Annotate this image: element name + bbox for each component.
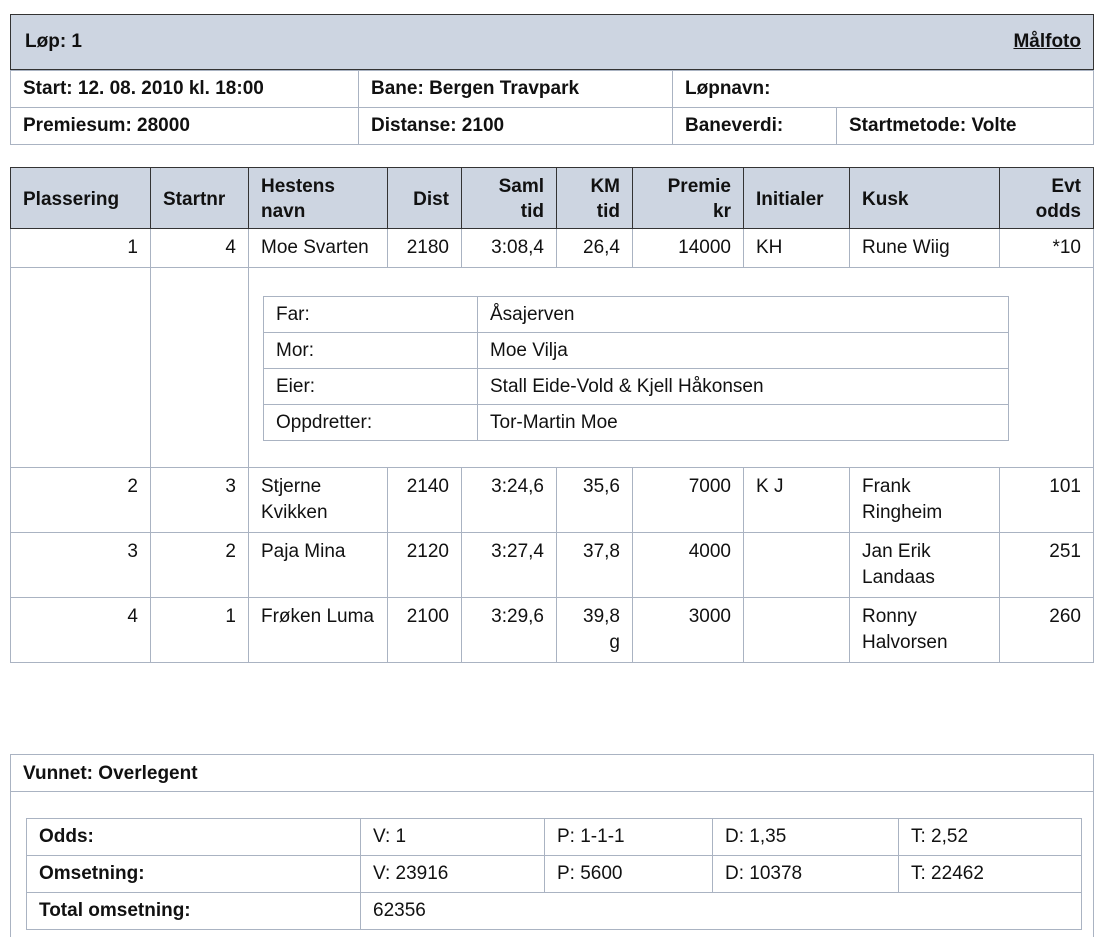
col-header-total-time: Saml tid (462, 168, 557, 229)
initials (744, 598, 850, 663)
odds: 251 (1000, 533, 1094, 598)
initials: KH (744, 229, 850, 268)
col-header-dist: Dist (388, 168, 462, 229)
col-header-odds: Evt odds (1000, 168, 1094, 229)
track-value: Baneverdi: (673, 108, 837, 145)
horse-name: Moe Svarten (249, 229, 388, 268)
pedigree-label: Far: (264, 297, 478, 333)
odds-v: V: 1 (361, 819, 545, 856)
col-header-km-time: KM tid (557, 168, 633, 229)
odds-label: Odds: (27, 819, 361, 856)
odds-table (26, 818, 1082, 930)
place: 1 (11, 229, 151, 268)
turnover-p: P: 5600 (545, 856, 713, 893)
odds-row (27, 819, 1082, 856)
win-margin-box (10, 754, 1094, 792)
start-time: Start: 12. 08. 2010 kl. 18:00 (11, 71, 359, 108)
total-time: 3:24,6 (462, 468, 557, 533)
pedigree-row (11, 268, 1094, 468)
initials (744, 533, 850, 598)
horse-name: Frøken Luma (249, 598, 388, 663)
pedigree-row-sire (264, 297, 1009, 333)
place: 3 (11, 533, 151, 598)
odds: *10 (1000, 229, 1094, 268)
driver: Jan Erik Landaas (850, 533, 1000, 598)
prize: 4000 (633, 533, 744, 598)
turnover-t: T: 22462 (899, 856, 1082, 893)
total-time: 3:08,4 (462, 229, 557, 268)
results-table (10, 167, 1094, 663)
place: 2 (11, 468, 151, 533)
driver: Ronny Halvorsen (850, 598, 1000, 663)
horse-name: Stjerne Kvikken (249, 468, 388, 533)
turnover-d: D: 10378 (713, 856, 899, 893)
pedigree-table (263, 296, 1009, 441)
photo-finish-link[interactable]: Målfoto (1013, 31, 1081, 52)
total-turnover-row (27, 893, 1082, 930)
distance-cell: 2100 (388, 598, 462, 663)
table-row (11, 229, 1094, 268)
distance-cell: 2120 (388, 533, 462, 598)
horse-name: Paja Mina (249, 533, 388, 598)
win-margin: Vunnet: Overlegent (23, 763, 198, 784)
turnover-v: V: 23916 (361, 856, 545, 893)
place: 4 (11, 598, 151, 663)
col-header-horse: Hestens navn (249, 168, 388, 229)
distance-cell: 2140 (388, 468, 462, 533)
start-number: 2 (151, 533, 249, 598)
driver: Rune Wiig (850, 229, 1000, 268)
turnover-row (27, 856, 1082, 893)
pedigree-row-owner (264, 369, 1009, 405)
pedigree-label: Oppdretter: (264, 405, 478, 441)
turnover-label: Omsetning: (27, 856, 361, 893)
prize-sum: Premiesum: 28000 (11, 108, 359, 145)
start-number: 4 (151, 229, 249, 268)
race-header (10, 14, 1094, 70)
table-row (11, 533, 1094, 598)
odds-p: P: 1-1-1 (545, 819, 713, 856)
odds: 101 (1000, 468, 1094, 533)
race-name: Løpnavn: (673, 71, 1094, 108)
race-label: Løp: 1 (25, 31, 82, 52)
pedigree-value: Åsajerven (478, 297, 1009, 333)
race-info-table (10, 70, 1094, 145)
pedigree-row-breeder (264, 405, 1009, 441)
pedigree-value: Stall Eide-Vold & Kjell Håkonsen (478, 369, 1009, 405)
col-header-prize: Premie kr (633, 168, 744, 229)
prize: 7000 (633, 468, 744, 533)
track-name: Bane: Bergen Travpark (359, 71, 673, 108)
pedigree-cell (249, 268, 1094, 468)
total-turnover-value: 62356 (361, 893, 1082, 930)
km-time: 26,4 (557, 229, 633, 268)
km-time: 37,8 (557, 533, 633, 598)
start-number: 1 (151, 598, 249, 663)
empty-cell (11, 268, 151, 468)
odds-t: T: 2,52 (899, 819, 1082, 856)
pedigree-row-dam (264, 333, 1009, 369)
odds-d: D: 1,35 (713, 819, 899, 856)
pedigree-value: Tor-Martin Moe (478, 405, 1009, 441)
start-number: 3 (151, 468, 249, 533)
col-header-initials: Initialer (744, 168, 850, 229)
table-row (11, 598, 1094, 663)
table-row (11, 468, 1094, 533)
distance: Distanse: 2100 (359, 108, 673, 145)
prize: 3000 (633, 598, 744, 663)
total-time: 3:29,6 (462, 598, 557, 663)
pedigree-label: Eier: (264, 369, 478, 405)
col-header-startnr: Startnr (151, 168, 249, 229)
odds: 260 (1000, 598, 1094, 663)
initials: K J (744, 468, 850, 533)
pedigree-value: Moe Vilja (478, 333, 1009, 369)
results-header-row (11, 168, 1094, 229)
km-time: 39,8 g (557, 598, 633, 663)
total-time: 3:27,4 (462, 533, 557, 598)
start-method: Startmetode: Volte (837, 108, 1094, 145)
pedigree-label: Mor: (264, 333, 478, 369)
total-turnover-label: Total omsetning: (27, 893, 361, 930)
km-time: 35,6 (557, 468, 633, 533)
distance-cell: 2180 (388, 229, 462, 268)
col-header-place: Plassering (11, 168, 151, 229)
driver: Frank Ringheim (850, 468, 1000, 533)
col-header-driver: Kusk (850, 168, 1000, 229)
empty-cell (151, 268, 249, 468)
prize: 14000 (633, 229, 744, 268)
